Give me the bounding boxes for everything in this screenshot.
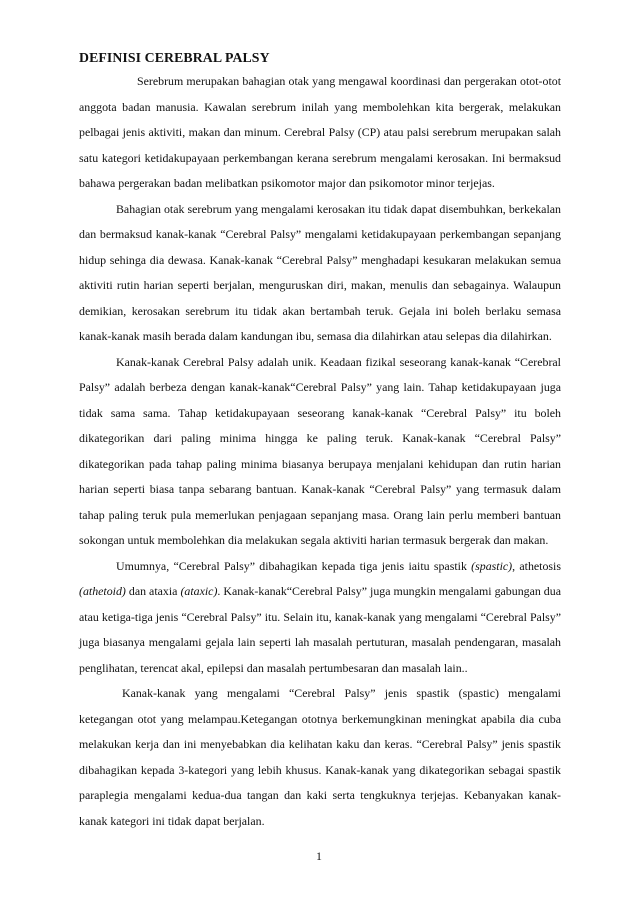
page-number: 1 [316, 849, 322, 863]
paragraph-4-text-e: dan ataxia [125, 584, 181, 598]
paragraph-1: Serebrum merupakan bahagian otak yang mengawal koordinasi dan pergerakan otot-otot anggota badan manusia. Kawalan serebrum inilah yang membolehkan kita bergerak, melakukan pelbagai jenis aktiviti, makan dan minum. Cerebral Palsy (CP) atau palsi serebrum merupakan salah satu kategori ketidakupayaan perkembangan kerana serebrum mengalami kerosakan. Ini bermaksud bahawa pergerakan badan melibatkan psikomotor major dan psikomotor minor terjejas. [79, 74, 561, 190]
paragraph-5: Kanak-kanak yang mengalami “Cerebral Palsy” jenis spastik (spastic) mengalami ketegangan otot yang melampau.Ketegangan ototnya berkemungkinan meningkat apabila dia cuba melakukan kerja dan ini menyebabkan dia kelihatan kaku dan keras. “Cerebral Palsy” jenis spastik dibahagikan kepada 3-kategori yang lebih khusus. Kanak-kanak yang dikategorikan sebagai spastik paraplegia mengalami kedua-dua tangan dan kaki serta tengkuknya terjejas. Kebanyakan kanak-kanak kategori ini tidak dapat berjalan. [79, 686, 561, 828]
term-athetoid: (athetoid) [79, 584, 126, 598]
paragraph-2: Bahagian otak serebrum yang mengalami kerosakan itu tidak dapat disembuhkan, berkekalan dan bermaksud kanak-kanak “Cerebral Palsy” mengalami ketidakupayaan perkembangan sepanjang hidup sehinga dia dewasa. Kanak-kanak “Cerebral Palsy” menghadapi kesukaran melakukan semua aktiviti rutin harian seperti berjalan, menguruskan diri, makan, menulis dan sebagainya. Walaupun demikian, kerosakan serebrum itu tidak akan bertambah teruk. Gejala ini boleh berlaku semasa kanak-kanak masih berada dalam kandungan ibu, semasa dia dilahirkan atau selepas dia dilahirkan. [79, 201, 561, 343]
term-ataxic: (ataxic) [180, 584, 218, 598]
term-spastic: (spastic) [471, 558, 513, 573]
document-body [79, 69, 561, 834]
paragraph-4 [79, 554, 561, 682]
paragraph-4-text-g: . Kanak-kanak“Cerebral Palsy” juga mungkin mengalami gabungan dua atau ketiga-tiga jenis “Cerebral Palsy” itu. Selain itu, kanak-kanak yang mengalami “Cerebral Palsy” juga biasanya mengalami gejala lain seperti lah masalah pertuturan, masalah pendengaran, masalah penglihatan, terencat akal, epilepsi dan masalah pertumbesaran dan masalah lain.. [79, 584, 561, 675]
paragraph-4-text-a: Umumnya, “Cerebral Palsy” dibahagikan kepada tiga jenis iaitu spastik [116, 558, 472, 573]
document-title: DEFINISI CEREBRAL PALSY [79, 50, 270, 65]
paragraph-3: Kanak-kanak Cerebral Palsy adalah unik. Keadaan fizikal seseorang kanak-kanak “Cerebral Palsy” adalah berbeza dengan kanak-kanak“Cerebral Palsy” yang lain. Tahap ketidakupayaan juga tidak sama sama. Tahap ketidakupayaan seseorang kanak-kanak “Cerebral Palsy” itu boleh dikategorikan dari paling minima hingga ke paling teruk. Kanak-kanak “Cerebral Palsy” dikategorikan pada tahap paling minima biasanya berupaya menjalani kehidupan dan rutin harian harian seperti biasa tanpa sebarang bantuan. Kanak-kanak “Cerebral Palsy” yang termasuk dalam tahap paling teruk pula memerlukan penjagaan sepanjang masa. Orang lain perlu memberi bantuan sokongan untuk membolehkan dia melakukan segala aktiviti harian termasuk bergerak dan makan. [79, 354, 561, 547]
paragraph-4-text-c: , athetosis [512, 558, 561, 573]
